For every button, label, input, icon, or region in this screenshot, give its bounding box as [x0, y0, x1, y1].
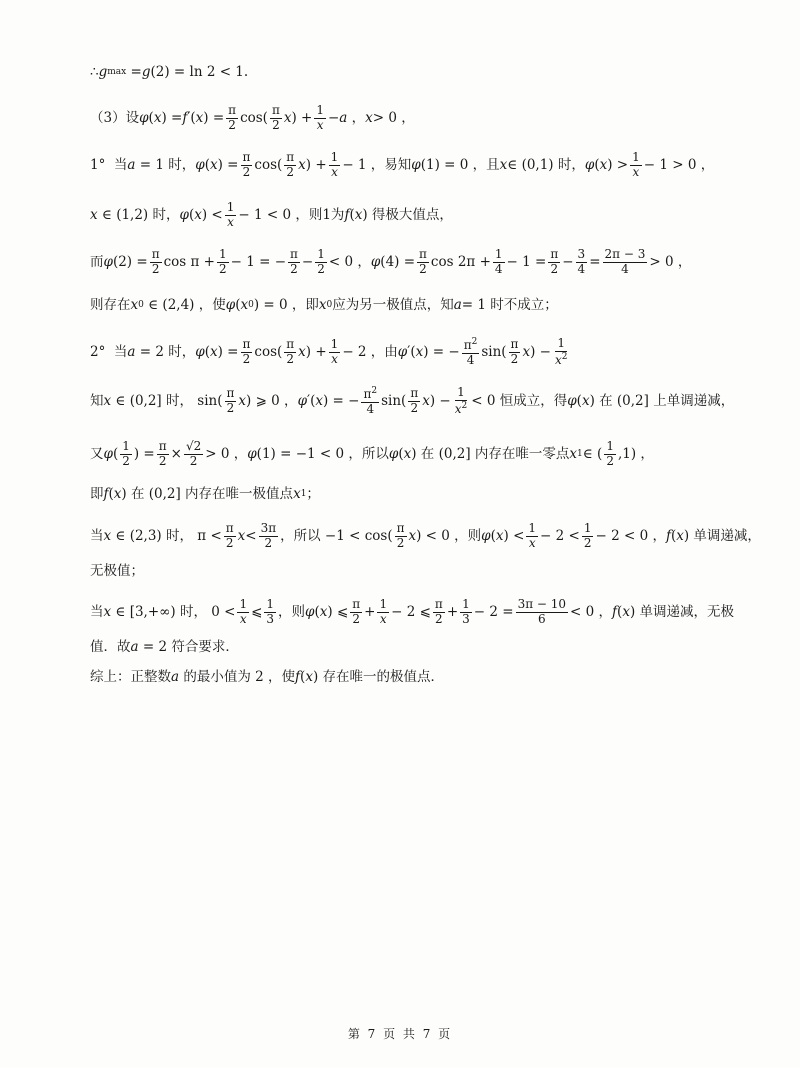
- solution-line-9: 又 φ ( $\frac{1}{2}$ ) = $\frac{\pi}{2}$ × $\frac{√2}{2}$ > 0 ， φ (1) = −1 < 0 ，所以 φ ( x ) 在 (0,2] 内存在唯一零点 x 1 ∈ ( $\frac{1}{2}$ ,1) ，: [90, 439, 654, 468]
- solution-line-12: 无极值；: [90, 563, 144, 579]
- page-number-footer: 第 7 页 共 7 页: [347, 1027, 453, 1041]
- solution-line-2: （3）设 φ ( x ) = f ′( x ) = $\frac{\pi}{2}$ cos( $\frac{\pi}{2}$ x ) + $\frac{1}{x}$ − a ， x > 0 ，: [90, 103, 415, 132]
- solution-line-11: 当 x ∈ (2,3) 时， π < $\frac{\pi}{2}$ x < $\frac{3\pi}{2}$ ，所以 −1 < cos( $\frac{\pi}{2}$ x ) < 0 ，则 φ ( x ) < $\frac{1}{x}$ − 2 < $\frac{1}{2}$ − 2 < 0 ， f ( x ) 单调递减，: [90, 521, 761, 550]
- solution-line-14: 值．故 a = 2 符合要求．: [90, 639, 239, 655]
- solution-line-8: 知 x ∈ (0,2] 时， sin( $\frac{\pi}{2}$ x ) ⩾ 0 ， φ ′( x ) = − $\frac{\pi^2}{4}$ sin( $\frac{\pi}{2}$ x ) − $\frac{1}{x^2}$ < 0 恒成立，得 φ ( x ) 在 (0,2] 上单调递减，: [90, 385, 735, 416]
- solution-line-15: 综上：正整数 a 的最小值为 2 ，使 f ( x ) 存在唯一的极值点．: [90, 669, 444, 685]
- solution-line-7: 2° 当 a = 2 时， φ ( x ) = $\frac{\pi}{2}$ cos( $\frac{\pi}{2}$ x ) + $\frac{1}{x}$ − 2 ，由 φ ′( x ) = − $\frac{\pi^2}{4}$ sin( $\frac{\pi}{2}$ x ) − $\frac{1}{x^2}$: [90, 336, 568, 367]
- solution-line-1: ∴ g max = g (2) = ln 2 < 1.: [90, 64, 249, 80]
- solution-line-6: 则存在 x 0 ∈ (2,4) ，使 φ ( x 0 ) = 0 ，即 x 0 应为另一极值点，知 a = 1 时不成立；: [90, 297, 558, 313]
- solution-line-10: 即 f ( x ) 在 (0,2] 内存在唯一极值点 x 1 ；: [90, 486, 320, 502]
- solution-line-4: x ∈ (1,2) 时， φ ( x ) < $\frac{1}{x}$ − 1 < 0 ，则1为 f ( x ) 得极大值点，: [90, 200, 453, 229]
- solution-line-5: 而 φ (2) = $\frac{\pi}{2}$ cos π + $\frac{1}{2}$ − 1 = − $\frac{\pi}{2}$ − $\frac{1}{2}$ < 0 ， φ (4) = $\frac{\pi}{2}$ cos 2π + $\frac{1}{4}$ − 1 = $\frac{\pi}{2}$ − $\frac{3}{4}$ = $\frac{2\pi - 3}{4}$ > 0 ，: [90, 247, 692, 276]
- solution-line-13: 当 x ∈ [3,+∞) 时， 0 < $\frac{1}{x}$ ⩽ $\frac{1}{3}$ ，则 φ ( x ) ⩽ $\frac{\pi}{2}$ + $\frac{1}{x}$ − 2 ⩽ $\frac{\pi}{2}$ + $\frac{1}{3}$ − 2 = $\frac{3\pi - 10}{6}$ < 0 ， f ( x ) 单调递减，无极: [90, 597, 734, 626]
- solution-line-3: 1° 当 a = 1 时， φ ( x ) = $\frac{\pi}{2}$ cos( $\frac{\pi}{2}$ x ) + $\frac{1}{x}$ − 1 ，易知 φ (1) = 0 ，且 x ∈ (0,1) 时， φ ( x ) > $\frac{1}{x}$ − 1 > 0 ，: [90, 150, 715, 179]
